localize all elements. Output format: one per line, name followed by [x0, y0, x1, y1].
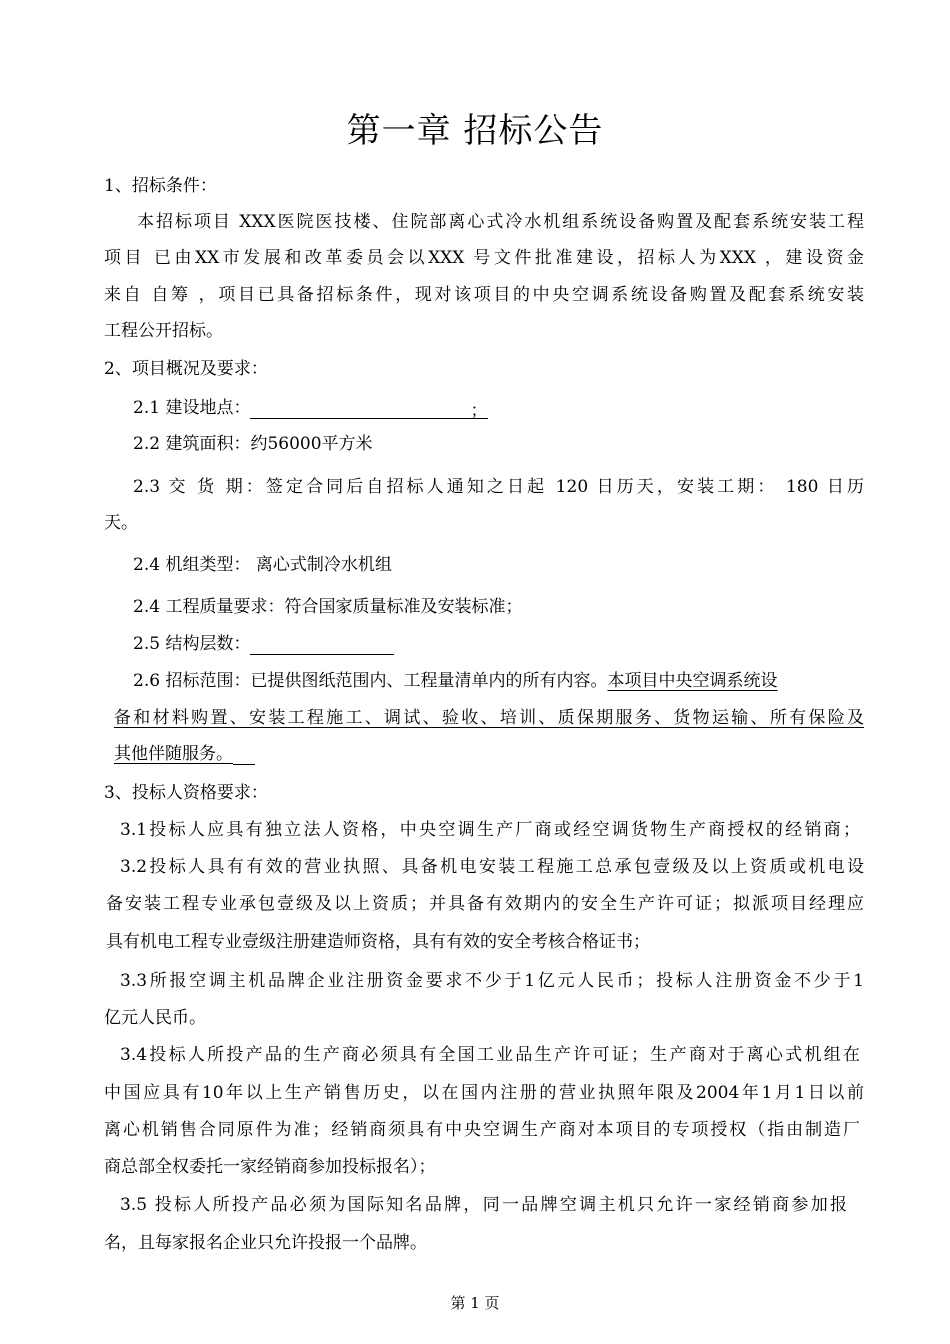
item-2-1	[133, 397, 893, 419]
item-2-4-quality: 2.4 工程质量要求：符合国家质量标准及安装标准；	[133, 597, 523, 617]
s1-paragraph-line: 项目 已由XX市发展和改革委员会以XXX 号文件批准建设，招标人为XXX ，建设资金	[104, 248, 864, 268]
item-2-6-line	[133, 670, 864, 692]
item-2-2: 2.2 建筑面积：约56000平方米	[133, 434, 373, 454]
item-3-4-line: 离心机销售合同原件为准；经销商须具有中央空调生产商对本项目的专项授权（指由制造厂	[104, 1120, 860, 1140]
location-blank	[250, 400, 470, 419]
s1-paragraph-line: 本招标项目 XXX医院医技楼、住院部离心式冷水机组系统设备购置及配套系统安装工程	[137, 212, 864, 232]
item-2-6-scope-underlined: 本项目中央空调系统设	[607, 671, 778, 691]
item-3-4-line: 中国应具有10年以上生产销售历史，以在国内注册的营业执照年限及2004年1月1日以前	[104, 1083, 864, 1103]
item-3-4-line: 商总部全权委托一家经销商参加投标报名）；	[104, 1157, 436, 1177]
item-3-2-line: 具有机电工程专业壹级注册建造师资格，具有有效的安全考核合格证书；	[106, 932, 650, 952]
item-2-1-suffix: ；	[470, 401, 488, 421]
item-3-3-line: 3.3所报空调主机品牌企业注册资金要求不少于1亿元人民币；投标人注册资金不少于1	[120, 971, 864, 991]
underline-tail	[233, 748, 255, 765]
s1-paragraph-line: 来自 自筹 ，项目已具备招标条件，现对该项目的中央空调系统设备购置及配套系统安装	[104, 285, 864, 305]
item-2-5-label: 2.5 结构层数：	[133, 634, 251, 654]
item-2-1-label: 2.1 建设地点：	[133, 398, 251, 418]
item-2-6-scope-underlined	[114, 743, 874, 765]
item-3-2-line: 3.2投标人具有有效的营业执照、具备机电安装工程施工总承包壹级及以上资质或机电设	[120, 857, 864, 877]
section-1-heading: 1、招标条件：	[104, 176, 217, 196]
item-3-5-line: 名，且每家报名企业只允许投报一个品牌。	[104, 1233, 427, 1253]
section-2-heading: 2、项目概况及要求：	[104, 359, 268, 379]
item-2-3-line: 2.3 交 货 期：签定合同后自招标人通知之日起 120 日历天，安装工期： 180 日历	[133, 477, 864, 497]
page-number: 第 1 页	[450, 1294, 500, 1312]
item-3-3-line: 亿元人民币。	[104, 1008, 206, 1028]
chapter-title: 第一章 招标公告	[346, 111, 604, 151]
item-2-3-line: 天。	[104, 513, 138, 533]
item-2-6-scope-end: 其他伴随服务。	[114, 744, 233, 764]
section-3-heading: 3、投标人资格要求：	[104, 783, 268, 803]
s1-paragraph-line: 工程公开招标。	[104, 321, 223, 341]
item-3-1: 3.1投标人应具有独立法人资格，中央空调生产厂商或经空调货物生产商授权的经销商；	[120, 820, 860, 840]
item-2-6-scope-underlined: 备和材料购置、安装工程施工、调试、验收、培训、质保期服务、货物运输、所有保险及	[114, 708, 864, 728]
item-3-5-line: 3.5 投标人所投产品必须为国际知名品牌，同一品牌空调主机只允许一家经销商参加报	[120, 1195, 847, 1215]
item-3-4-line: 3.4投标人所投产品的生产商必须具有全国工业品生产许可证；生产商对于离心式机组在	[120, 1045, 860, 1065]
item-2-4-unit-type: 2.4 机组类型： 离心式制冷水机组	[133, 555, 392, 575]
item-3-2-line: 备安装工程专业承包壹级及以上资质；并具备有效期内的安全生产许可证；拟派项目经理应	[106, 894, 864, 914]
item-2-5	[133, 633, 893, 655]
item-2-6-text: 2.6 招标范围：已提供图纸范围内、工程量清单内的所有内容。	[133, 671, 608, 691]
floors-blank	[250, 636, 394, 655]
